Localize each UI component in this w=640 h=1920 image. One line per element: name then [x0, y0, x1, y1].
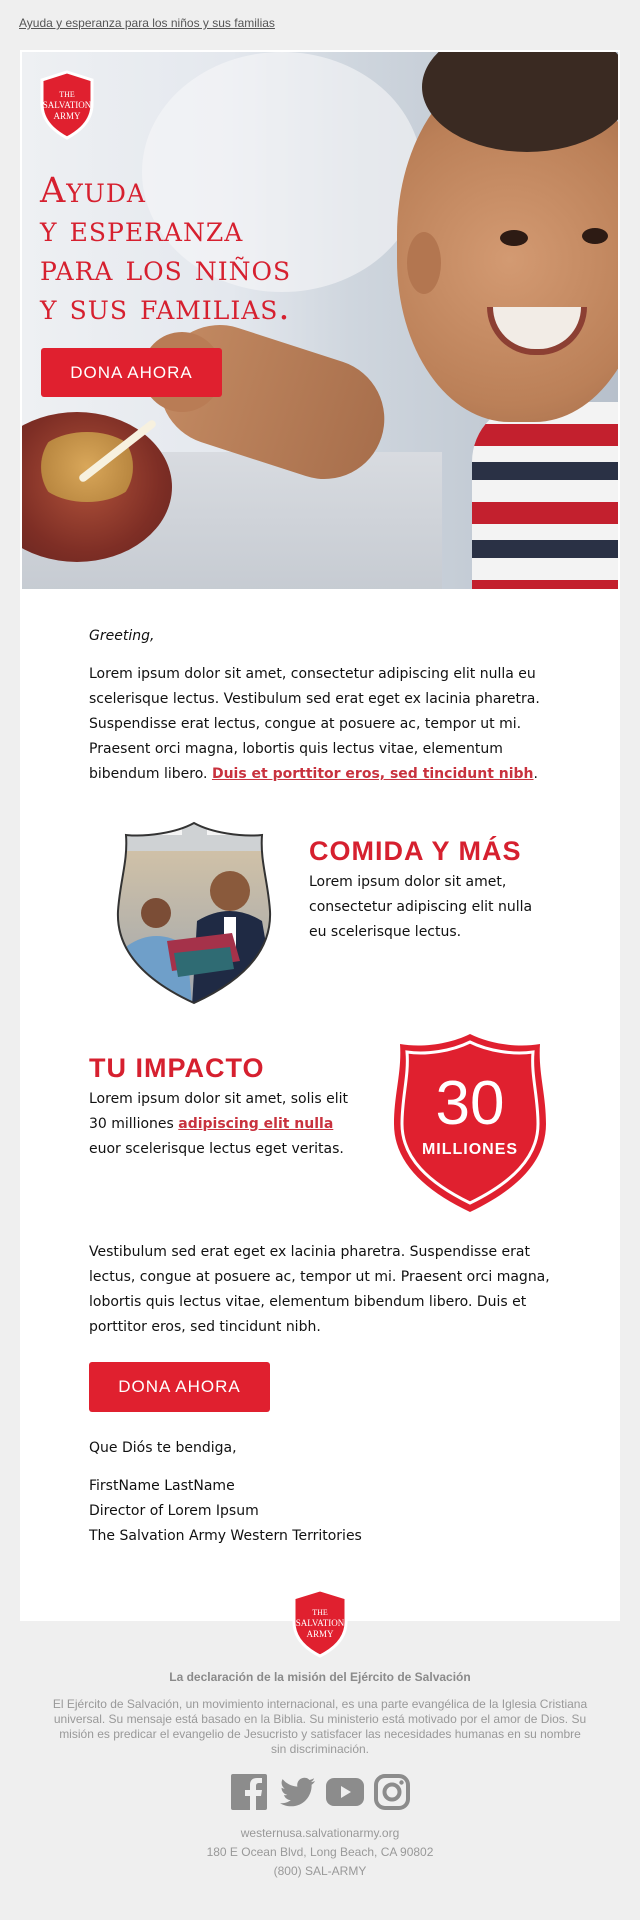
mission-heading: La declaración de la misión del Ejército de Salvación [169, 1670, 471, 1684]
intro-paragraph: Lorem ipsum dolor sit amet, consectetur adipiscing elit nulla eu scelerisque lectus. Vestibulum sed erat eget ex lacinia pharetra. Suspendisse erat lectus, congue at posuere ac, tempor ut mi. Praesent orci magna, lobortis quis lectus vitae, elementum bibendum libero. Duis et porttitor eros, sed tincidunt nibh. [89, 666, 540, 782]
website-link[interactable]: westernusa.salvationarmy.org [240, 1826, 400, 1840]
signature-name: FirstName LastName [89, 1478, 235, 1494]
mission-text: El Ejército de Salvación, un movimiento internacional, es una parte evangélica de la Iglesia Cristiana universal. Su mensaje está basado en la Biblia. Su ministerio está motivado por el amor de Dios. Su misión es predicar el evangelio de Jesucristo y satisfacer las necesidades humanas en su nombre sin discriminación. [52, 1697, 588, 1756]
impacto-title: TU IMPACTO [89, 1053, 265, 1083]
youtube-icon[interactable] [325, 1772, 365, 1812]
hero-title: Ayuda y esperanza para los niños y sus familias. [40, 171, 292, 328]
comida-title: COMIDA Y MÁS [309, 836, 522, 866]
address: 180 E Ocean Blvd, Long Beach, CA 90802 [206, 1845, 434, 1859]
intro-link[interactable]: Duis et porttitor eros, sed tincidunt nibh [211, 766, 534, 782]
email-card [20, 50, 620, 1621]
comida-text: Lorem ipsum dolor sit amet, consectetur adipiscing elit nulla eu scelerisque lectus. [309, 874, 533, 940]
svg-text:THE: THE [59, 90, 75, 99]
stat-number: 30 [435, 1069, 505, 1138]
signature-org: The Salvation Army Western Territories [89, 1528, 362, 1544]
footer-logo[interactable] [290, 1588, 350, 1658]
body-paragraph: Vestibulum sed erat eget ex lacinia pharetra. Suspendisse erat lectus, congue at posuere ac, tempor ut mi. Praesent orci magna, lobortis quis lectus vitae, elementum bibendum libero. Duis et porttitor eros, sed tincidunt nibh. [89, 1244, 550, 1335]
salvation-army-logo [38, 70, 96, 140]
svg-text:ARMY: ARMY [53, 111, 81, 121]
svg-text:SALVATION: SALVATION [42, 100, 92, 110]
volunteer-photo [112, 821, 277, 1006]
svg-text:THE: THE [312, 1608, 328, 1617]
signature-title: Director of Lorem Ipsum [89, 1503, 259, 1519]
hero-donate-button[interactable]: DONA AHORA [41, 348, 222, 397]
svg-text:ARMY: ARMY [306, 1629, 334, 1639]
greeting: Greeting, [89, 628, 155, 644]
phone: (800) SAL-ARMY [273, 1864, 367, 1878]
stat-shield-badge [390, 1032, 550, 1214]
hero-banner [22, 52, 618, 589]
body-donate-button[interactable]: DONA AHORA [89, 1362, 270, 1412]
stat-label: MILLIONES [421, 1141, 519, 1158]
closing: Que Diós te bendiga, [89, 1440, 237, 1456]
facebook-icon[interactable] [229, 1772, 269, 1812]
preheader-link[interactable]: Ayuda y esperanza para los niños y sus familias [19, 16, 275, 30]
impacto-link[interactable]: adipiscing elit nulla [178, 1116, 334, 1132]
twitter-icon[interactable] [278, 1772, 318, 1812]
instagram-icon[interactable] [372, 1772, 412, 1812]
impacto-text: Lorem ipsum dolor sit amet, solis elit 30 milliones adipiscing elit nulla euor scelerisque lectus eget veritas. [89, 1091, 349, 1157]
svg-text:SALVATION: SALVATION [295, 1618, 345, 1628]
